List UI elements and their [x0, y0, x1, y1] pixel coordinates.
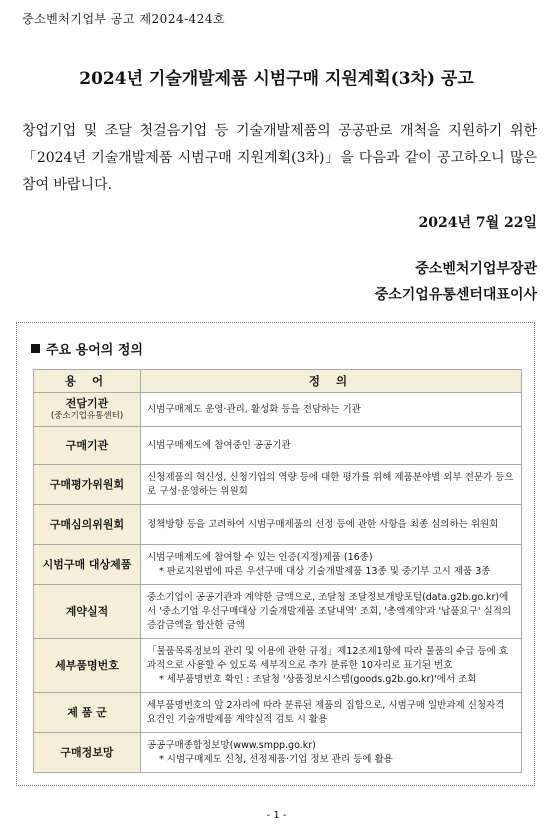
term-cell — [34, 393, 141, 427]
definition-cell: 시범구매제도 운영·관리, 활성화 등을 전담하는 기관 — [141, 393, 522, 427]
table-row — [34, 393, 522, 427]
table-row — [34, 693, 522, 733]
announcement-body: 창업기업 및 조달 첫걸음기업 등 기술개발제품의 공공판로 개척을 지원하기 위한 「2024년 기술개발제품 시범구매 지원계획(3차)」을 다음과 같이 공고하오니 많은 참여 바랍니다. — [22, 123, 537, 193]
definition-cell: 정책방향 등을 고려하여 시범구매제품의 선정 등에 관한 사항을 최종 심의하는 위원회 — [141, 505, 522, 545]
definition-cell — [141, 639, 522, 693]
term-cell: 구매기관 — [34, 427, 141, 465]
term-cell: 제 품 군 — [34, 693, 141, 733]
term-cell: 구매심의위원회 — [34, 505, 141, 545]
definition-text: 「물품목록정보의 관리 및 이용에 관한 규정」제12조제1항에 따라 물품의 수급 등에 효과적으로 사용할 수 있도록 세부적으로 추가 분류한 10자리로 표기된 번호 — [147, 645, 508, 671]
announcement-date: 2024년 7월 22일 — [418, 215, 537, 231]
definition-note: * 시범구매제도 신청, 선정제품·기업 정보 관리 등에 활용 — [159, 753, 393, 765]
terms-definition-box — [16, 322, 535, 786]
definition-cell: 신청제품의 혁신성, 신청기업의 역량 등에 대한 평가를 위해 제품분야별 외부 전문가 등으로 구성·운영하는 위원회 — [141, 465, 522, 505]
term-label: 전담기관 — [65, 397, 109, 410]
definition-note: * 판로지원법에 따른 우선구매 대상 기술개발제품 13종 및 중기부 고시 제품 3종 — [159, 565, 491, 577]
page-title: 2024년 기술개발제품 시범구매 지원계획(3차) 공고 — [79, 69, 474, 89]
terms-box-title-text: 주요 용어의 정의 — [46, 343, 143, 358]
header-definition: 정 의 — [141, 370, 522, 393]
issuer-center: 중소기업유통센터대표이사 — [374, 287, 537, 303]
definition-cell: 중소기업이 공공기관과 계약한 금액으로, 조달청 조달정보개방포털(data.g2b.go.kr)에서 '중소기업 우선구매대상 기술개발제품 조달내역' 조회, '총액계약'과 '납품요구' 실적의 증감금액을 합산한 금액 — [141, 585, 522, 639]
definition-text: 시범구매제도에 참여할 수 있는 인증(지정)제품 (16종) — [147, 551, 373, 563]
terms-header-row — [34, 370, 522, 393]
notice-number: 중소벤처기업부 공고 제2024-424호 — [22, 12, 226, 26]
table-row — [34, 505, 522, 545]
header-term: 용 어 — [34, 370, 141, 393]
definition-cell — [141, 733, 522, 773]
definition-cell — [141, 545, 522, 585]
page-number: - 1 - — [266, 810, 287, 821]
definition-cell: 세부품명번호의 앞 2자리에 따라 분류된 제품의 집합으로, 시범구매 일반과제 신청자격 요건인 기술개발제품 계약실적 검토 시 활용 — [141, 693, 522, 733]
definition-note: * 세부품명번호 확인 : 조달청 '상품정보시스템(goods.g2b.go.kr)'에서 조회 — [159, 673, 477, 685]
definition-text: 공공구매종합정보망(www.smpp.go.kr) — [147, 739, 316, 751]
table-row — [34, 427, 522, 465]
term-cell: 시범구매 대상제품 — [34, 545, 141, 585]
table-row — [34, 545, 522, 585]
terms-table — [33, 369, 522, 773]
terms-box-title — [31, 339, 143, 358]
table-row — [34, 639, 522, 693]
term-cell: 계약실적 — [34, 585, 141, 639]
term-sub-label: (중소기업유통센터) — [50, 411, 124, 421]
term-cell: 구매평가위원회 — [34, 465, 141, 505]
table-row — [34, 585, 522, 639]
definition-cell: 시범구매제도에 참여중인 공공기관 — [141, 427, 522, 465]
table-row — [34, 733, 522, 773]
term-cell: 세부품명번호 — [34, 639, 141, 693]
table-row — [34, 465, 522, 505]
issuer-ministry: 중소벤처기업부장관 — [415, 261, 537, 277]
term-cell: 구매정보망 — [34, 733, 141, 773]
square-bullet-icon — [31, 344, 40, 353]
